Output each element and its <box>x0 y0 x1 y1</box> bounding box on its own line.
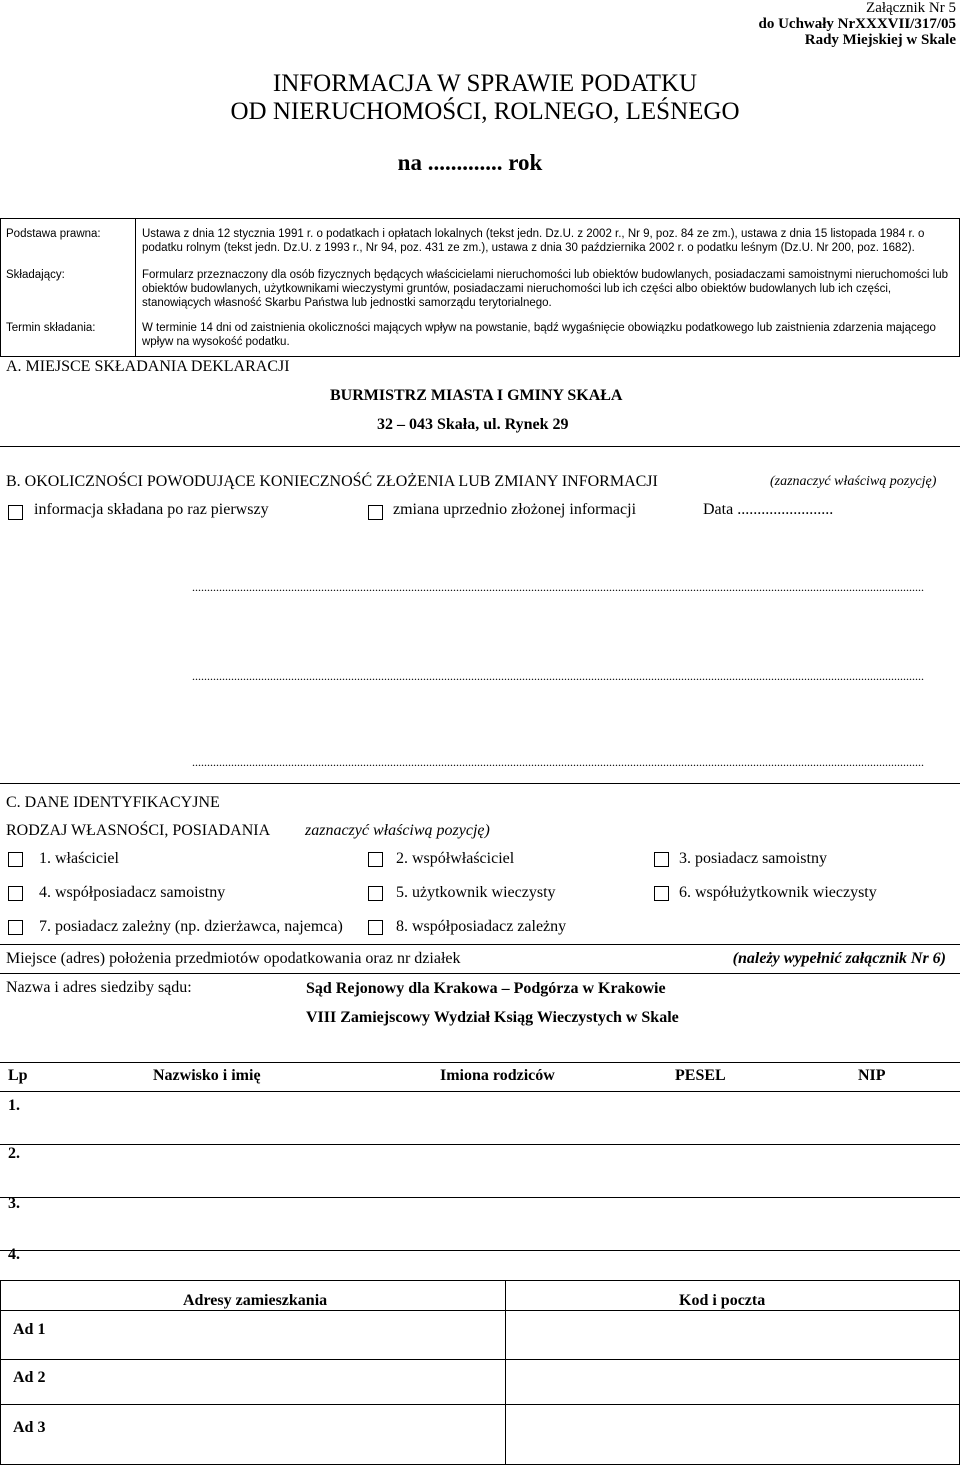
notes-line-3[interactable]: .................................................................................................................................................................................................................................................... <box>192 755 924 769</box>
col-lp: Lp <box>8 1067 28 1084</box>
council-name: Rady Miejskiej w Skale <box>804 32 956 48</box>
date-field[interactable]: Data ........................ <box>703 501 834 518</box>
independent-holder-checkbox[interactable] <box>654 852 669 867</box>
owner-label: 1. właściciel <box>39 850 119 867</box>
attachment-header <box>758 0 956 48</box>
legal-basis-text: Ustawa z dnia 12 stycznia 1991 r. o podatkach i opłatach lokalnych (tekst jedn. Dz.U. z 2002 r., Nr 9, poz. 84 ze zm.), ustawa z dnia 15 listopada 1984 r. o podatku rolnym (tekst jedn. Dz.U. z 1993 r., Nr 94, poz. 431 ze zm.), ustawa z dnia 30 października 2002 r. o podatku leśnym (Dz.U. Nr 200, poz. 1682). <box>142 228 925 254</box>
submitter-text: Formularz przeznaczony dla osób fizycznych będących właścicielami nieruchomości lub obiektów budowlanych, posiadaczami samoistnymi nieruchomości lub obiektów budowlanych, użytkownikami wieczystymi gruntów, posiadaczami nieruchomości lub ich części albo obiektów budowlanych lub ich części, stanowiących własność Skarbu Państwa lub jednostki samorządu terytorialnego. <box>142 269 948 309</box>
table-row: 3. <box>8 1195 20 1212</box>
perpetual-user-label: 5. użytkownik wieczysty <box>396 884 556 901</box>
col-pesel: PESEL <box>675 1067 726 1084</box>
addr-left-border <box>0 1280 1 1465</box>
deadline-label: Termin składania: <box>6 322 96 334</box>
section-a-heading: A. MIEJSCE SKŁADANIA DEKLARACJI <box>6 358 290 375</box>
ownership-hint: zaznaczyć właściwą pozycję) <box>305 822 490 839</box>
tax-office-name: BURMISTRZ MIASTA I GMINY SKAŁA <box>330 387 623 404</box>
co-owner-checkbox[interactable] <box>368 852 383 867</box>
resolution-number: do Uchwały NrXXXVII/317/05 <box>758 16 956 32</box>
col-addresses: Adresy zamieszkania <box>183 1292 328 1309</box>
section-b-hint: (zaznaczyć właściwą pozycję) <box>770 474 937 489</box>
persons-row-sep-1 <box>0 1144 960 1145</box>
col-parents: Imiona rodziców <box>440 1067 555 1084</box>
legal-basis-label: Podstawa prawna: <box>6 228 101 240</box>
section-b-heading: B. OKOLICZNOŚCI POWODUJĄCE KONIECZNOŚĆ ZŁOŻENIA LUB ZMIANY INFORMACJI <box>6 473 658 490</box>
info-left-border <box>0 218 1 357</box>
info-divider <box>135 218 136 357</box>
submitter-label: Składający: <box>6 269 65 281</box>
table-row: Ad 2 <box>13 1369 46 1386</box>
addr-header-sep <box>0 1310 960 1311</box>
section-b-bottom-border <box>0 783 960 784</box>
deadline-text: W terminie 14 dni od zaistnienia okoliczności mających wpływ na powstanie, bądź wygaśnięcie obowiązku podatkowego lub zaistnienia zdarzenia mającego wpływ na wysokość podatku. <box>142 322 936 348</box>
table-row: 2. <box>8 1145 20 1162</box>
notes-line-2[interactable]: .................................................................................................................................................................................................................................................... <box>192 669 924 683</box>
document-title-line2: OD NIERUCHOMOŚCI, ROLNEGO, LEŚNEGO <box>230 98 740 125</box>
persons-table-header-sep <box>0 1091 960 1092</box>
table-row: Ad 1 <box>13 1321 46 1338</box>
addr-row-sep-1 <box>0 1359 960 1360</box>
document-year: na ............. rok <box>397 150 543 175</box>
notes-line-1[interactable]: .................................................................................................................................................................................................................................................... <box>192 580 924 594</box>
court-department: VIII Zamiejscowy Wydział Ksiąg Wieczystych w Skale <box>306 1009 679 1026</box>
co-independent-holder-checkbox[interactable] <box>8 886 23 901</box>
col-nip: NIP <box>858 1067 886 1084</box>
info-top-border <box>0 218 960 219</box>
dependent-holder-checkbox[interactable] <box>8 920 23 935</box>
table-row: 1. <box>8 1097 20 1114</box>
court-name: Sąd Rejonowy dla Krakowa – Podgórza w Krakowie <box>306 980 666 997</box>
court-label: Nazwa i adres siedziby sądu: <box>6 979 192 996</box>
document-title-line1: INFORMACJA W SPRAWIE PODATKU <box>272 70 698 97</box>
ownership-label: RODZAJ WŁASNOŚCI, POSIADANIA <box>6 822 271 839</box>
co-independent-holder-label: 4. współposiadacz samoistny <box>39 884 226 901</box>
section-a-bottom-border <box>0 446 960 447</box>
section-c-heading: C. DANE IDENTYFIKACYJNE <box>6 794 220 811</box>
location-note: (należy wypełnić załącznik Nr 6) <box>732 950 946 967</box>
table-row: Ad 3 <box>13 1419 46 1436</box>
location-top-border <box>0 944 960 945</box>
location-label: Miejsce (adres) położenia przedmiotów opodatkowania oraz nr działek <box>6 950 461 967</box>
owner-checkbox[interactable] <box>8 852 23 867</box>
co-perpetual-user-checkbox[interactable] <box>654 886 669 901</box>
persons-table <box>0 1062 960 1280</box>
correction-label: zmiana uprzednio złożonej informacji <box>393 501 637 518</box>
info-bottom-border <box>0 356 960 357</box>
dependent-holder-label: 7. posiadacz zależny (np. dzierżawca, najemca) <box>39 918 343 935</box>
addresses-table <box>0 1280 960 1465</box>
persons-row-sep-3 <box>0 1250 960 1251</box>
co-dependent-holder-label: 8. współposiadacz zależny <box>396 918 567 935</box>
persons-row-sep-2 <box>0 1197 960 1198</box>
addr-mid-border <box>505 1280 506 1465</box>
co-owner-label: 2. współwłaściciel <box>396 850 515 867</box>
first-submission-label: informacja składana po raz pierwszy <box>34 501 269 518</box>
co-dependent-holder-checkbox[interactable] <box>368 920 383 935</box>
col-name: Nazwisko i imię <box>153 1067 261 1084</box>
table-row: 4. <box>8 1246 20 1263</box>
perpetual-user-checkbox[interactable] <box>368 886 383 901</box>
attachment-number: Załącznik Nr 5 <box>866 0 956 16</box>
persons-table-top <box>0 1062 960 1063</box>
addr-row-sep-2 <box>0 1404 960 1405</box>
independent-holder-label: 3. posiadacz samoistny <box>679 850 827 867</box>
col-postal: Kod i poczta <box>679 1292 766 1309</box>
first-submission-checkbox[interactable] <box>8 505 23 520</box>
tax-office-address: 32 – 043 Skała, ul. Rynek 29 <box>377 416 569 433</box>
co-perpetual-user-label: 6. współużytkownik wieczysty <box>679 884 877 901</box>
correction-checkbox[interactable] <box>368 505 383 520</box>
location-bottom-border <box>0 973 960 974</box>
